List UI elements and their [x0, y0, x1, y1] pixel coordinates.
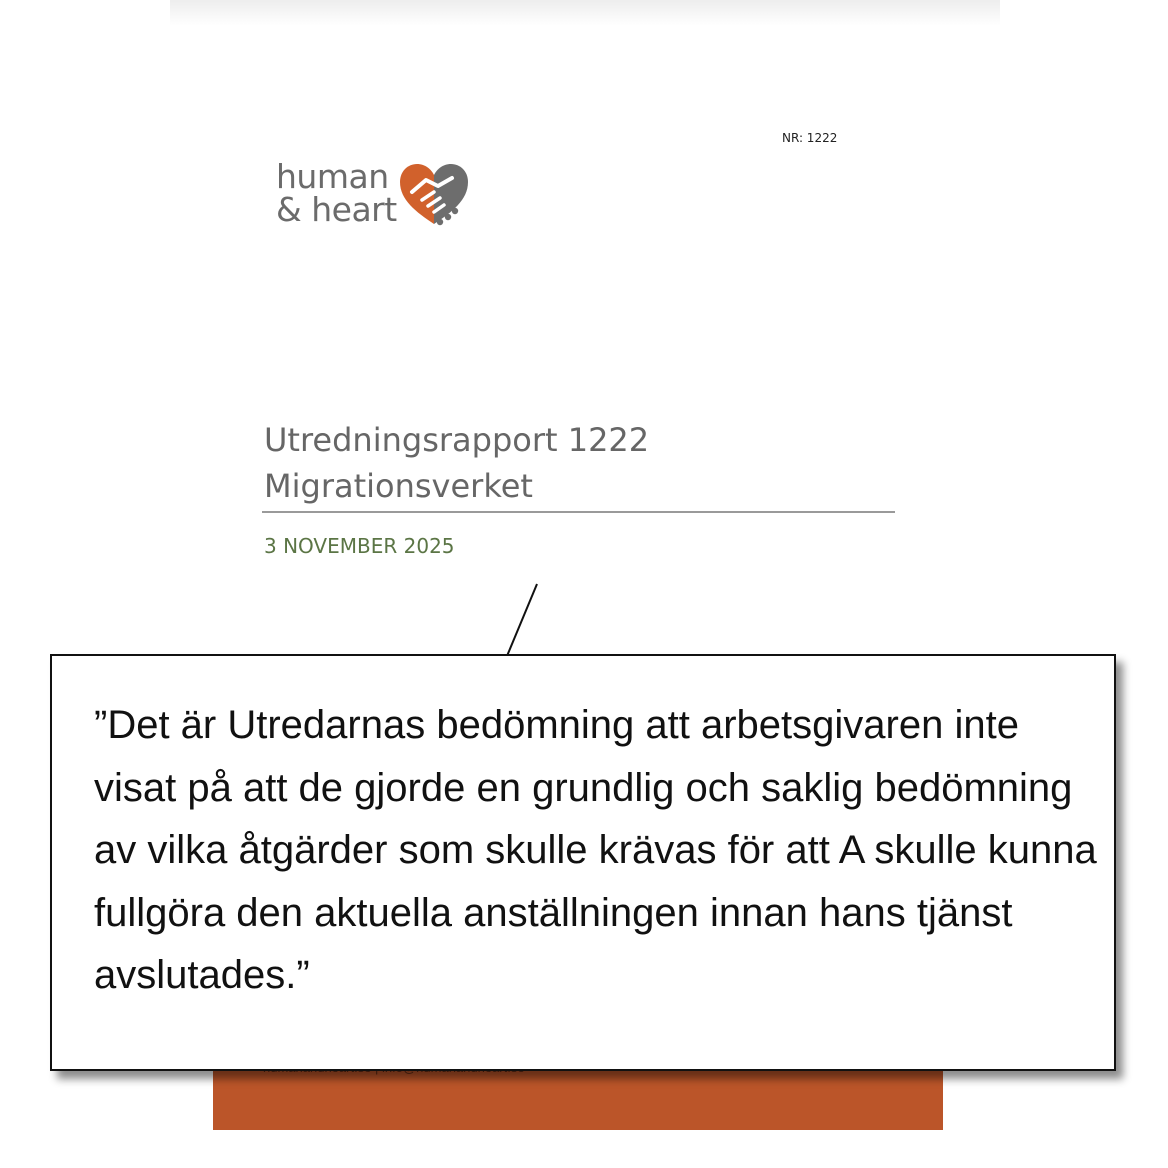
report-date: 3 NOVEMBER 2025 [264, 534, 455, 558]
human-heart-logo [276, 158, 476, 234]
report-title [264, 417, 649, 509]
title-divider [262, 511, 895, 513]
report-title-line-1: Utredningsrapport 1222 [264, 421, 650, 459]
quote-text: ”Det är Utredarnas bedömning att arbetsgivaren inte visat på att de gjorde en grundlig och saklig bedömning av vilka åtgärder som skulle krävas för att A skulle kunna fullgöra den aktuella anställningen innan hans tjänst avslutades.” [94, 703, 1097, 997]
handshake-heart-icon [398, 162, 470, 228]
report-number: NR: 1222 [782, 131, 838, 145]
logo-wordmark [276, 157, 397, 229]
page-top-shadow [170, 0, 1000, 26]
quote-callout-box [50, 654, 1116, 1071]
logo-word-heart: & heart [276, 190, 397, 229]
logo-word-human: human [276, 157, 389, 196]
report-title-line-2: Migrationsverket [264, 467, 533, 505]
